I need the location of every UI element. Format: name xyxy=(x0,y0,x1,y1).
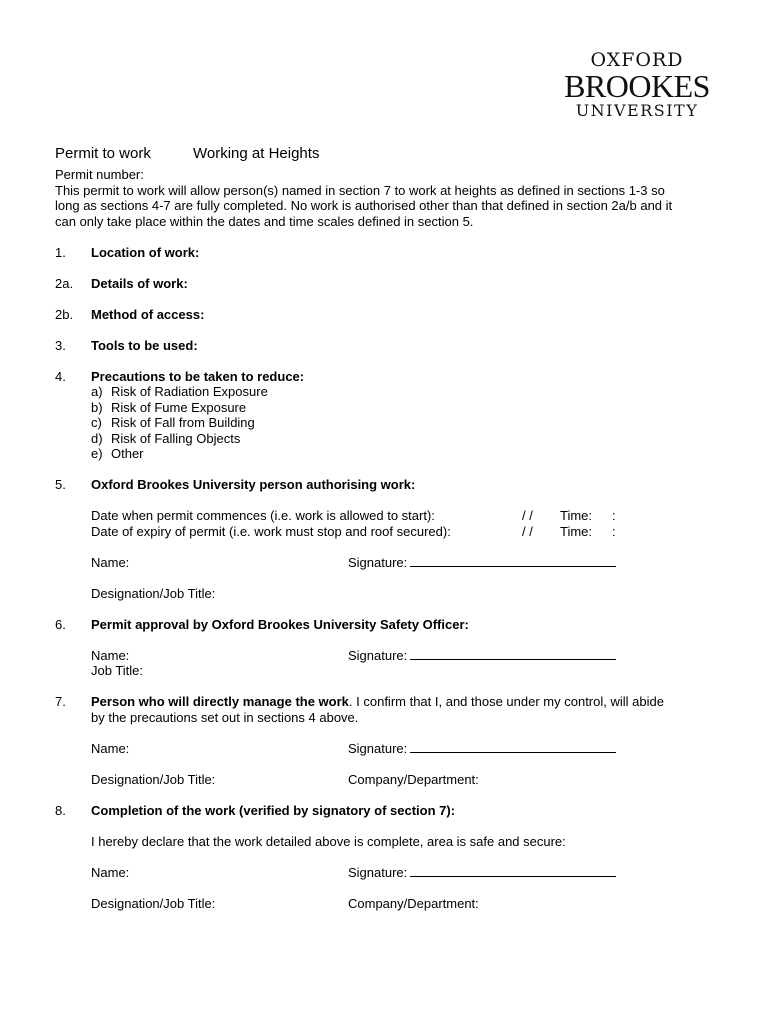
completion-declaration: I hereby declare that the work detailed above is complete, area is safe and secure: xyxy=(91,833,566,849)
list-item xyxy=(91,415,745,431)
designation-company-row xyxy=(91,896,745,912)
name-signature-row xyxy=(91,865,745,881)
signature-line[interactable] xyxy=(410,865,616,877)
section-number: 2b. xyxy=(55,306,74,322)
list-letter: d) xyxy=(91,430,103,446)
job-title-label: Job Title: xyxy=(91,663,144,678)
section-5-label: Oxford Brookes University person authorising work: xyxy=(91,477,416,492)
logo-line-oxford: OXFORD xyxy=(590,49,684,71)
time-label: Time: xyxy=(560,508,593,523)
name-label: Name: xyxy=(91,647,130,663)
section-7-label: Person who will directly manage the work xyxy=(91,694,349,709)
section-3-label: Tools to be used: xyxy=(91,337,198,353)
section-number: 3. xyxy=(55,337,66,353)
list-text: Risk of Fume Exposure xyxy=(111,399,247,415)
time-label: Time: xyxy=(560,523,593,539)
list-letter: a) xyxy=(91,384,103,399)
date-slashes: / / xyxy=(522,508,533,523)
section-2b xyxy=(55,307,745,323)
section-2a-label: Details of work: xyxy=(91,275,188,291)
logo-line-university: UNIVERSITY xyxy=(575,101,699,120)
signature-label: Signature: xyxy=(348,647,408,663)
title-working-at-heights: Working at Heights xyxy=(193,145,320,162)
designation-label: Designation/Job Title: xyxy=(91,771,216,787)
designation-company-row xyxy=(91,772,745,788)
intro-line-1: This permit to work will allow person(s) named in section 7 to work at heights as defined in sections 1-3 so xyxy=(55,182,665,198)
section-number: 2a. xyxy=(55,275,74,291)
section-4-label: Precautions to be taken to reduce: xyxy=(91,368,305,384)
list-item xyxy=(91,446,745,462)
list-item xyxy=(91,431,745,447)
date-commences-row xyxy=(91,508,745,524)
designation-label: Designation/Job Title: xyxy=(91,895,216,911)
section-7-text-1: . I confirm that I, and those under my control, will abide xyxy=(348,694,664,709)
section-number: 1. xyxy=(55,244,66,260)
list-text: Other xyxy=(111,446,144,461)
list-letter: c) xyxy=(91,415,102,430)
list-item xyxy=(91,400,745,416)
section-7-text-2: by the precautions set out in sections 4 above. xyxy=(91,709,359,725)
section-number: 5. xyxy=(55,477,66,492)
date-expiry-label: Date of expiry of permit (i.e. work must stop and roof secured): xyxy=(91,523,451,539)
page-title xyxy=(55,145,745,163)
designation-label: Designation/Job Title: xyxy=(91,585,216,601)
section-8-label: Completion of the work (verified by signatory of section 7): xyxy=(91,802,456,818)
signature-line[interactable] xyxy=(410,555,616,567)
intro-block xyxy=(55,167,745,229)
list-letter: e) xyxy=(91,446,103,461)
date-slashes: / / xyxy=(522,523,533,539)
signature-label: Signature: xyxy=(348,554,408,570)
signature-label: Signature: xyxy=(348,740,408,756)
list-text: Risk of Radiation Exposure xyxy=(111,384,268,399)
signature-label: Signature: xyxy=(348,864,408,880)
section-2b-label: Method of access: xyxy=(91,306,205,322)
title-permit-to-work: Permit to work xyxy=(55,145,151,162)
permit-document xyxy=(55,145,745,911)
section-number: 4. xyxy=(55,368,66,384)
section-2a xyxy=(55,276,745,292)
section-6 xyxy=(55,617,745,679)
name-signature-row xyxy=(91,648,745,664)
section-3 xyxy=(55,338,745,354)
permit-number-label: Permit number: xyxy=(55,167,144,182)
section-1-label: Location of work: xyxy=(91,244,200,260)
section-number: 8. xyxy=(55,802,66,818)
date-commences-label: Date when permit commences (i.e. work is allowed to start): xyxy=(91,508,435,523)
section-4 xyxy=(55,369,745,462)
signature-line[interactable] xyxy=(410,648,616,660)
intro-line-2: long as sections 4-7 are fully completed. No work is authorised other than that defined in section 2a/b and it xyxy=(55,198,673,213)
section-8 xyxy=(55,803,745,912)
time-colon: : xyxy=(612,508,616,523)
intro-line-3: can only take place within the dates and time scales defined in section 5. xyxy=(55,213,474,229)
section-number: 6. xyxy=(55,616,66,632)
section-5 xyxy=(55,477,745,601)
section-number: 7. xyxy=(55,694,66,709)
date-expiry-row xyxy=(91,524,745,540)
name-signature-row xyxy=(91,741,745,757)
name-label: Name: xyxy=(91,554,130,570)
section-1 xyxy=(55,245,745,261)
section-7 xyxy=(55,694,745,787)
logo-line-brookes: BROOKES xyxy=(564,68,710,104)
oxford-brookes-logo xyxy=(557,50,717,120)
list-text: Risk of Fall from Building xyxy=(111,415,255,430)
time-colon: : xyxy=(612,523,616,539)
list-letter: b) xyxy=(91,399,103,415)
company-label: Company/Department: xyxy=(348,771,479,787)
list-text: Risk of Falling Objects xyxy=(111,430,241,446)
signature-line[interactable] xyxy=(410,741,616,753)
name-label: Name: xyxy=(91,864,130,880)
name-signature-row xyxy=(91,555,745,571)
company-label: Company/Department: xyxy=(348,895,479,911)
list-item xyxy=(91,384,745,400)
name-label: Name: xyxy=(91,740,130,756)
section-6-label: Permit approval by Oxford Brookes University Safety Officer: xyxy=(91,616,469,632)
